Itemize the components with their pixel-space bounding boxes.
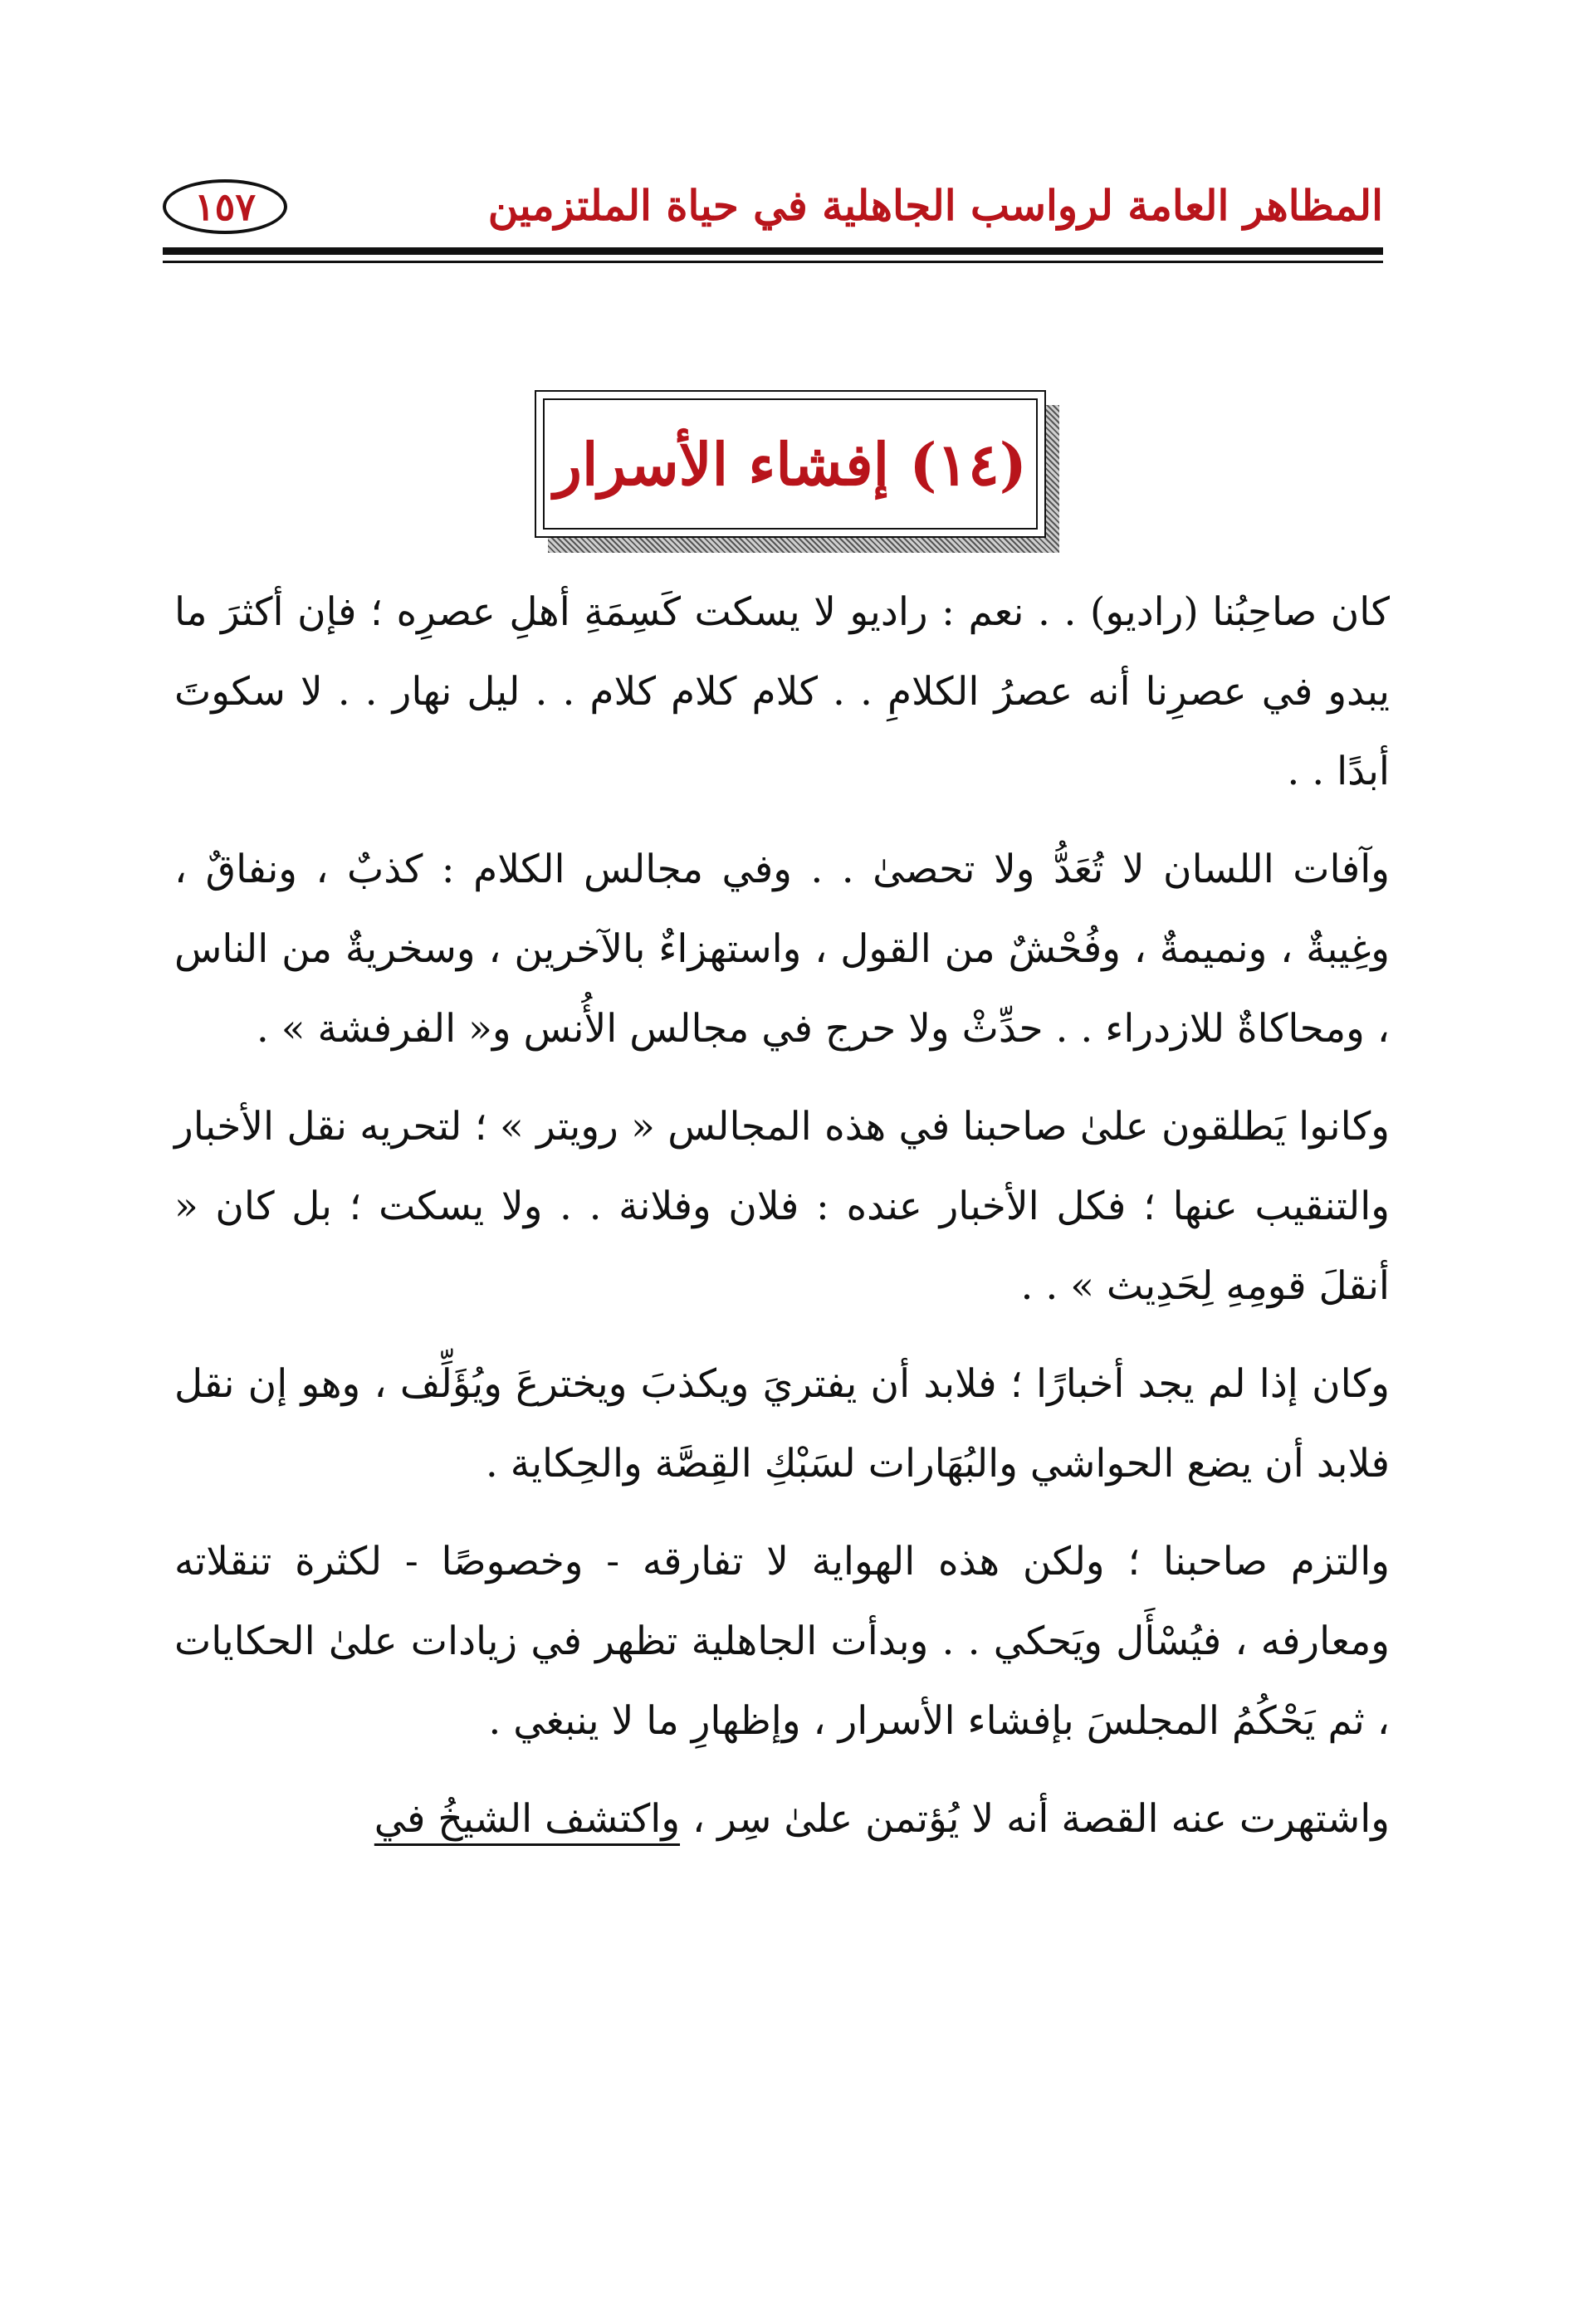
running-header bbox=[163, 163, 1383, 256]
paragraph-4: وكان إذا لم يجد أخبارًا ؛ فلابد أن يفتريَ ويكذبَ ويخترعَ ويُؤَلِّف ، وهو إن نقل فلابد أن يضع الحواشي والبُهَارات لسَبْكِ القِصَّة والحِكاية . bbox=[174, 1361, 1390, 1487]
chapter-title-frame bbox=[543, 398, 1038, 530]
chapter-title: (١٤) إفشاء الأسرار bbox=[554, 429, 1027, 499]
page-number-badge: ١٥٧ bbox=[163, 179, 287, 234]
body-text bbox=[174, 573, 1390, 1877]
running-header-title: المظاهر العامة لرواسب الجاهلية في حياة الملتزمين bbox=[487, 181, 1383, 230]
paragraph-1: كان صاحِبُنا (راديو) . . نعم : راديو لا يسكت كَسِمَةِ أهلِ عصرِه ؛ فإن أكثرَ ما يبدو في عصرِنا أنه عصرُ الكلامِ . . كلام كلام كلام . . ليل نهار . . لا سكوتَ أبدًا . . bbox=[174, 589, 1390, 794]
paragraph-6-text: واشتهرت عنه القصة أنه لا يُؤتمن علىٰ سِر ، bbox=[680, 1796, 1390, 1842]
paragraph-5: والتزم صاحبنا ؛ ولكن هذه الهواية لا تفارقه - وخصوصًا - لكثرة تنقلاته ومعارفه ، فيُسْأَل ويَحكي . . وبدأت الجاهلية تظهر في زيادات علىٰ الحكايات ، ثم يَحْكُمُ المجلسَ بإفشاء الأسرار ، وإظهارِ ما لا ينبغي . bbox=[174, 1539, 1390, 1744]
header-rule-thick bbox=[163, 247, 1383, 255]
paragraph-6-underlined-text: واكتشف الشيخُ في bbox=[374, 1796, 681, 1842]
header-rule-thin bbox=[163, 261, 1383, 263]
paragraph-2: وآفات اللسان لا تُعَدُّ ولا تحصىٰ . . وفي مجالس الكلام : كذبٌ ، ونفاقٌ ، وغِيبةٌ ، ونميمةٌ ، وفُحْشٌ من القول ، واستهزاءٌ بالآخرين ، وسخريةٌ من الناس ، ومحاكاةٌ للازدراء . . حدِّثْ ولا حرج في مجالس الأُنس و« الفرفشة » . bbox=[174, 847, 1390, 1052]
chapter-title-box bbox=[535, 390, 1046, 538]
paragraph-6 bbox=[174, 1780, 1390, 1859]
paragraph-3: وكانوا يَطلقون علىٰ صاحبنا في هذه المجالس « رويتر » ؛ لتحريه نقل الأخبار والتنقيب عنها ؛ فكل الأخبار عنده : فلان وفلانة . . ولا يسكت ؛ بل كان « أنقلَ قومِهِ لِحَدِيث » . . bbox=[174, 1104, 1390, 1309]
